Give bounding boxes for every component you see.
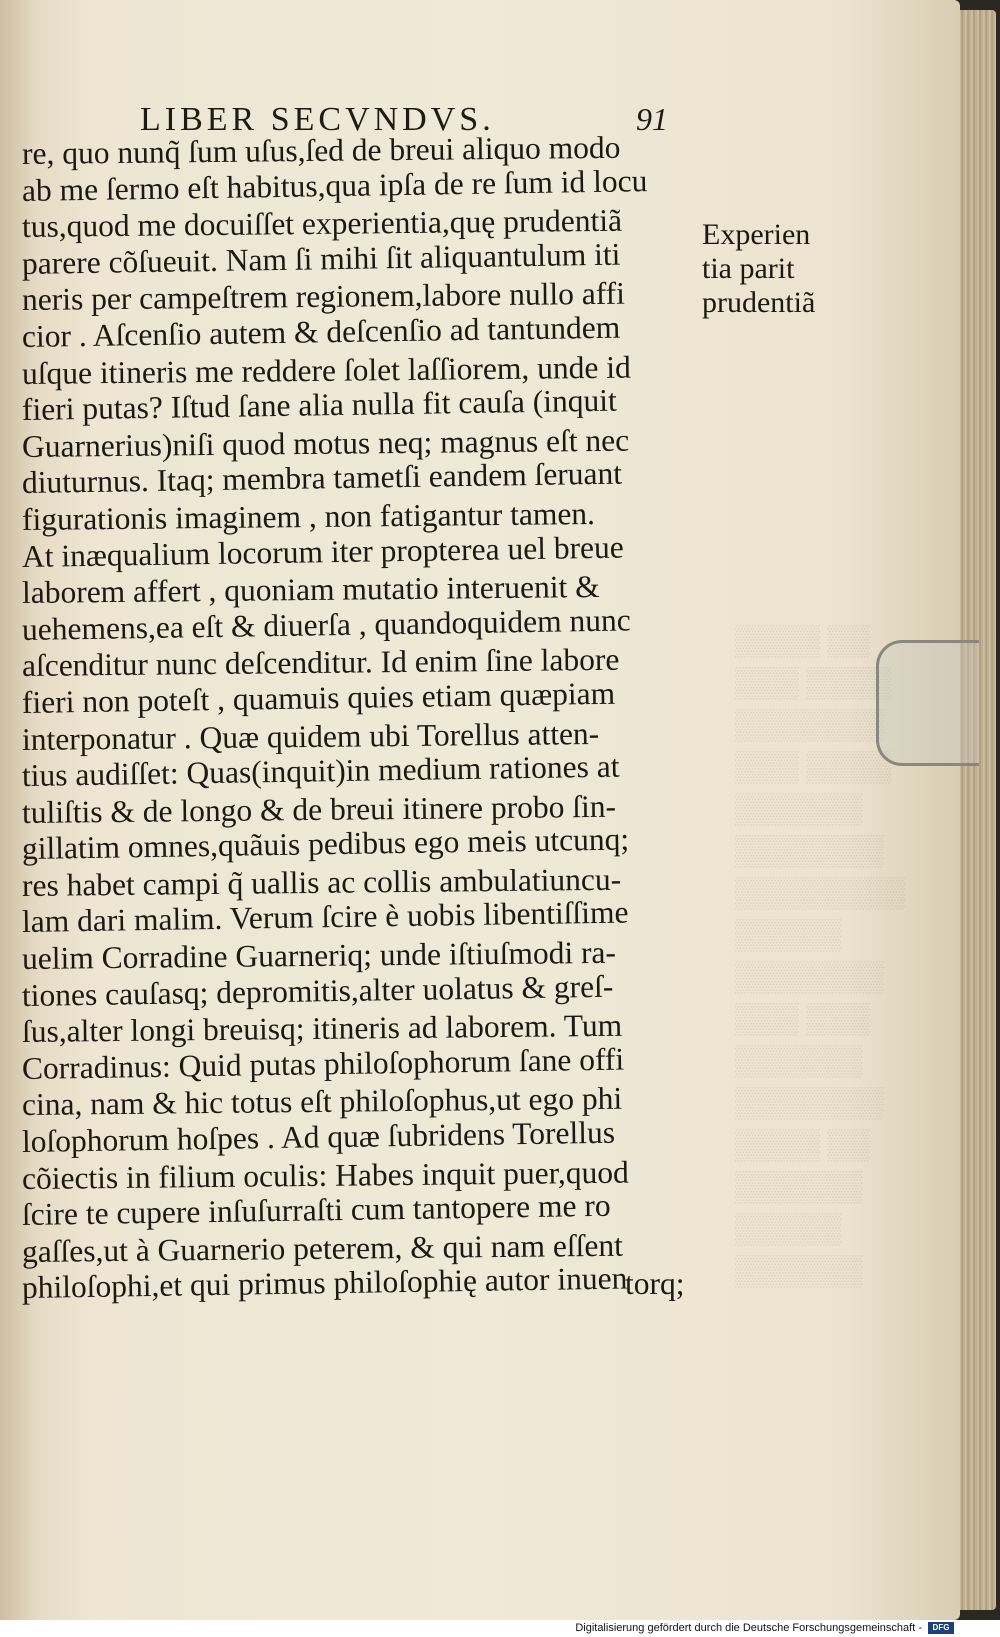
text-line: cõiectis in filium oculis: Habes inquit puer,quod — [21, 1154, 629, 1196]
marginal-note-line: Experien — [702, 218, 811, 251]
marginal-note — [702, 218, 815, 320]
text-line: diuturnus. Itaq; membra tametſi eandem ſeruant — [21, 455, 623, 501]
text-line: cina, nam & hic totus eſt philoſophus,ut ego phi — [21, 1081, 623, 1123]
text-line: fieri non poteſt , quamuis quies etiam quæpiam — [21, 675, 616, 720]
text-line: fieri putas? Iſtud ſane alia nulla fit cauſa (inquit — [21, 382, 617, 428]
funding-credit: Digitalisierung gefördert durch die Deutsche Forschungsgemeinschaft - — [575, 1622, 922, 1634]
catchword: torq; — [625, 1266, 685, 1301]
text-line: gillatim omnes,quãuis pedibus ego meis utcunq; — [21, 821, 630, 867]
text-line: loſophorum hoſpes . Ad quæ ſubridens Torellus — [21, 1114, 616, 1160]
text-line: uelim Corradine Guarneriq; unde iſtiuſmodi ra- — [21, 934, 617, 977]
text-line: uehemens,ea eſt & diuerſa , quandoquidem nunc — [21, 602, 631, 647]
footer-bar — [0, 1620, 1000, 1637]
text-line: tius audiſſet: Quas(inquit)in medium rationes at — [21, 748, 620, 794]
text-line: aſcenditur nunc deſcenditur. Id enim ſine labore — [21, 642, 620, 684]
running-title: LIBER SECVNDVS. — [140, 101, 495, 138]
text-line: interponatur . Quæ quidem ubi Torellus atten- — [21, 715, 600, 757]
text-line: uſque itineris me reddere ſolet laſſiorem, unde id — [21, 349, 631, 391]
book-clamp — [876, 640, 979, 766]
text-line: laborem affert , quoniam mutatio interuenit & — [21, 569, 600, 611]
text-line: re, quo nunq̃ ſum uſus,ſed de breui aliquo modo — [21, 129, 621, 171]
marginal-note-line: prudentiã — [702, 286, 816, 319]
page-edge — [958, 10, 996, 1610]
text-line: ſus,alter longi breuisq; itineris ad laborem. Tum — [21, 1007, 623, 1050]
text-line: ab me ſermo eſt habitus,qua ipſa de re ſum id locu — [21, 162, 648, 208]
show-through-text: ▒▒▒▒ ▒▒ ▒▒▒ ▒▒▒▒ ▒▒▒▒▒▒▒ ▒▒▒ ▒▒▒▒ ▒▒▒▒▒▒ ▒▒▒▒▒▒▒ ▒▒▒▒▒▒▒▒ ▒▒▒▒▒ ▒▒▒▒▒▒▒ ▒▒▒ ▒▒▒ ▒▒▒▒▒▒ ▒▒▒▒▒▒▒ ▒▒▒▒ ▒▒ ▒▒▒▒▒▒ ▒▒▒▒▒ ▒▒▒▒▒▒ — [735, 624, 906, 1287]
page-number: 91 — [636, 101, 668, 137]
text-line: parere cõſueuit. Nam ſi mihi ſit aliquantulum iti — [21, 236, 621, 281]
text-line: tus,quod me docuiſſet experientia,quę prudentiã — [21, 202, 623, 245]
text-line: philoſophi,et qui primus philoſophię autor inuen — [21, 1260, 628, 1306]
text-line: At inæqualium locorum iter propterea uel breue — [21, 529, 625, 574]
text-line: gaſſes,ut à Guarnerio peterem, & qui nam eſſent — [21, 1227, 624, 1269]
text-line: figurationis imaginem , non fatigantur tamen. — [21, 495, 596, 537]
body-text — [21, 129, 712, 1307]
text-line: Corradinus: Quid putas philoſophorum ſane offi — [21, 1041, 625, 1086]
text-line: Guarnerius)niſi quod motus neq; magnus eſt nec — [21, 422, 630, 464]
marginal-note-line: tia parit — [702, 252, 795, 285]
text-line: cior . Aſcenſio autem & deſcenſio ad tantundem — [21, 309, 621, 354]
text-line: tuliſtis & de longo & de breui itinere probo ſin- — [21, 788, 617, 830]
dfg-logo: DFG — [928, 1622, 954, 1634]
text-line: neris per campeſtrem regionem,labore nullo affi — [21, 276, 626, 318]
text-line: ſcire te cupere inſuſurraſti cum tantopere me ro — [21, 1187, 611, 1233]
text-line: tiones cauſasq; depromitis,alter uolatus & greſ- — [21, 968, 614, 1013]
text-line: res habet campi q̃ uallis ac collis ambulatiuncu- — [21, 861, 622, 903]
text-line: lam dari malim. Verum ſcire è uobis libentiſſime — [21, 894, 629, 940]
